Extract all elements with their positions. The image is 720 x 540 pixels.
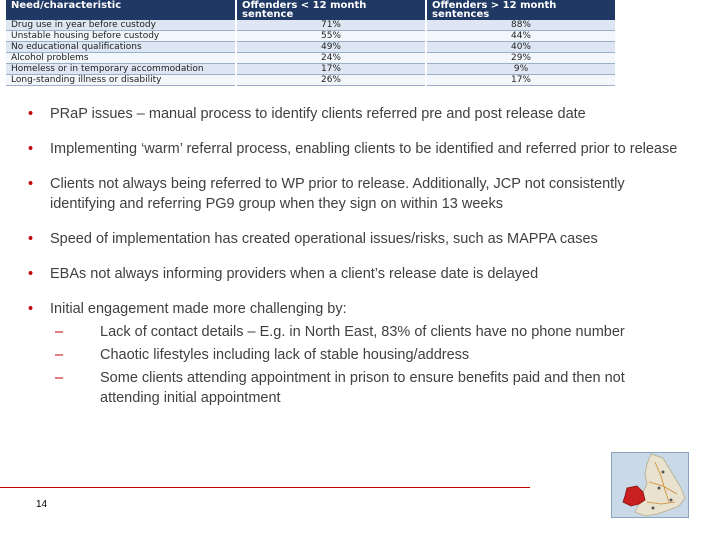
table-cell-short: 24% xyxy=(236,53,426,64)
bullet-referral-gaps: • Clients not always being referred to WP prior to release. Additionally, JCP not consistently identifying and referring PG9 group when they sign on within 13 weeks xyxy=(26,174,686,214)
table-cell-short: 55% xyxy=(236,31,426,42)
table-row xyxy=(6,20,616,31)
table-cell-long: 9% xyxy=(426,64,616,75)
table-cell-long: 17% xyxy=(426,75,616,86)
table-row xyxy=(6,75,616,86)
table-header-need: Need/characteristic xyxy=(6,0,236,20)
footer-divider xyxy=(0,487,530,488)
table-header-short-sentence: Offenders < 12 month sentence xyxy=(236,0,426,20)
table-row xyxy=(6,31,616,42)
table-cell-long: 44% xyxy=(426,31,616,42)
table-cell-need: Alcohol problems xyxy=(6,53,236,64)
bullet-implementation-speed: • Speed of implementation has created operational issues/risks, such as MAPPA cases xyxy=(26,229,686,249)
table-cell-need: Unstable housing before custody xyxy=(6,31,236,42)
sub-bullet-contact-details: – Lack of contact details – E.g. in North East, 83% of clients have no phone number xyxy=(50,322,686,342)
bullet-warm-referral: • Implementing ‘warm’ referral process, enabling clients to be identified and referred prior to release xyxy=(26,139,686,159)
bullet-initial-engagement xyxy=(26,299,686,408)
sub-bullet-chaotic-lifestyles: – Chaotic lifestyles including lack of stable housing/address xyxy=(50,345,686,365)
sub-bullet-list xyxy=(50,322,686,408)
table-cell-short: 49% xyxy=(236,42,426,53)
table-cell-long: 29% xyxy=(426,53,616,64)
table-row xyxy=(6,64,616,75)
table-cell-short: 71% xyxy=(236,20,426,31)
table-cell-need: Drug use in year before custody xyxy=(6,20,236,31)
table-row xyxy=(6,42,616,53)
page-number: 14 xyxy=(36,499,48,510)
bullet-list xyxy=(26,104,686,423)
table-cell-long: 88% xyxy=(426,20,616,31)
table-cell-long: 40% xyxy=(426,42,616,53)
table-row xyxy=(6,53,616,64)
bullet-release-date-delays: • EBAs not always informing providers when a client’s release date is delayed xyxy=(26,264,686,284)
table-cell-need: Homeless or in temporary accommodation xyxy=(6,64,236,75)
bullet-initial-engagement-label: Initial engagement made more challenging by: xyxy=(50,301,347,317)
table-header-row xyxy=(6,0,616,20)
needs-table xyxy=(6,0,617,86)
table-cell-need: Long-standing illness or disability xyxy=(6,75,236,86)
uk-map-icon xyxy=(611,452,689,518)
bullet-prap-issues: • PRaP issues – manual process to identify clients referred pre and post release date xyxy=(26,104,686,124)
table-cell-short: 26% xyxy=(236,75,426,86)
table-header-long-sentence: Offenders > 12 month sentences xyxy=(426,0,616,20)
sub-bullet-prison-appointments: – Some clients attending appointment in prison to ensure benefits paid and then not attending initial appointment xyxy=(50,368,686,408)
table-cell-need: No educational qualifications xyxy=(6,42,236,53)
table-cell-short: 17% xyxy=(236,64,426,75)
